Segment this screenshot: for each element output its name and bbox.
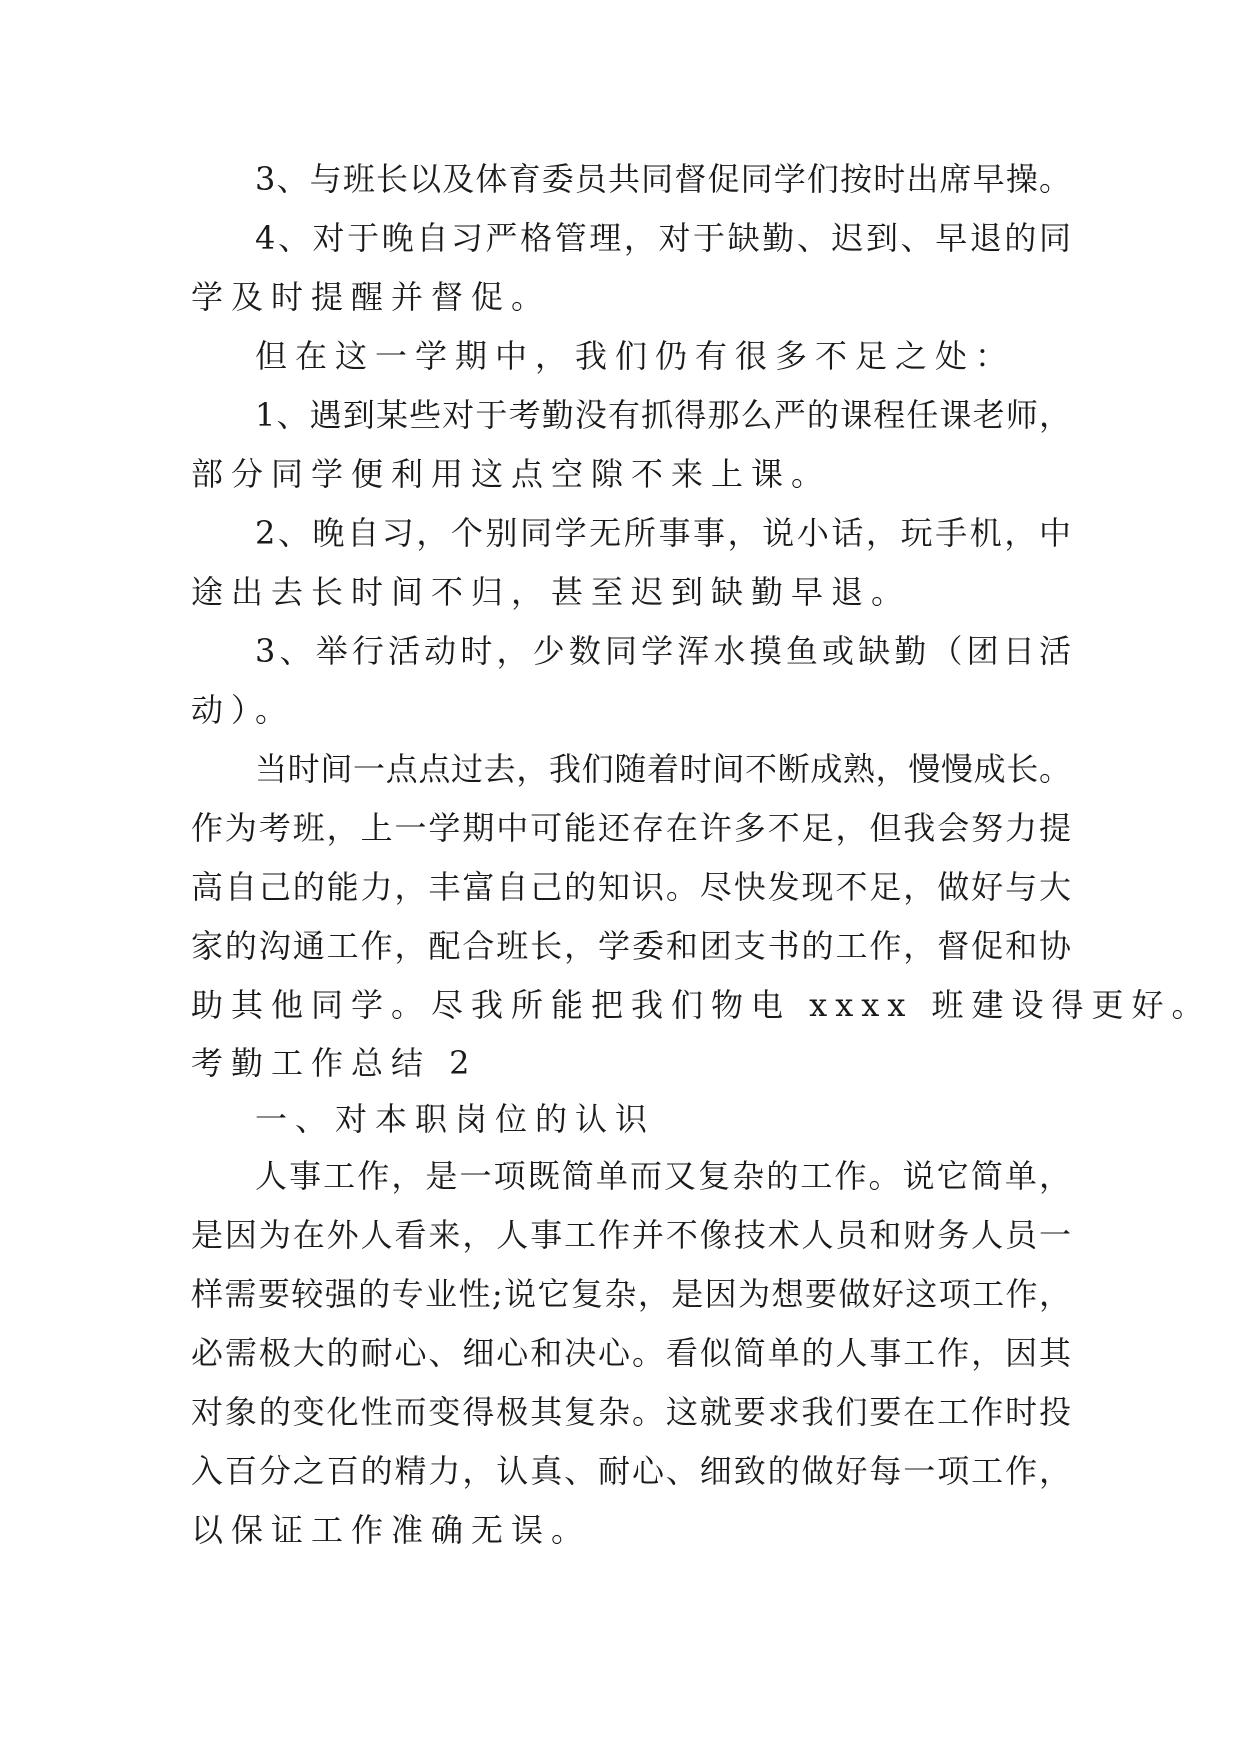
section-heading-text: 考勤工作总结 2 <box>191 1044 478 1082</box>
text-line <box>191 1383 1071 1442</box>
line-text: 当时间一点点过去，我们随着时间不断成熟，慢慢成长。 <box>255 750 1071 788</box>
text-line <box>191 150 1071 209</box>
line-text: 助其他同学。尽我所能把我们物电 xxxx 班建设得更好。 <box>191 986 1212 1024</box>
line-text: 但在这一学期中，我们仍有很多不足之处： <box>255 337 1016 375</box>
line-text: 1、遇到某些对于考勤没有抓得那么严的课程任课老师， <box>255 396 1071 434</box>
text-line <box>191 327 1071 386</box>
text-line <box>191 799 1071 858</box>
text-line <box>191 917 1071 976</box>
text-line <box>191 1501 1071 1560</box>
line-text: 必需极大的耐心、细心和决心。看似简单的人事工作，因其 <box>191 1334 1071 1372</box>
subsection-heading <box>191 1091 1071 1147</box>
line-text: 入百分之百的精力，认真、耐心、细致的做好每一项工作， <box>191 1452 1071 1490</box>
line-text: 动）。 <box>191 691 296 729</box>
text-line <box>191 858 1071 917</box>
line-text: 对象的变化性而变得极其复杂。这就要求我们要在工作时投 <box>191 1393 1071 1431</box>
text-line <box>191 740 1071 799</box>
line-text: 作为考班，上一学期中可能还存在许多不足，但我会努力提 <box>191 809 1071 847</box>
text-line <box>191 1147 1071 1206</box>
text-line <box>191 386 1071 445</box>
text-line <box>191 209 1071 268</box>
line-text: 3、与班长以及体育委员共同督促同学们按时出席早操。 <box>255 160 1071 198</box>
text-line <box>191 976 1212 1035</box>
text-line <box>191 1324 1071 1383</box>
text-line <box>191 622 1071 681</box>
section-heading <box>191 1035 1071 1091</box>
text-line <box>191 1206 1071 1265</box>
text-line <box>191 563 1071 622</box>
line-text: 2、晚自习，个别同学无所事事，说小话，玩手机，中 <box>255 514 1071 552</box>
text-line <box>191 445 1071 504</box>
line-text: 家的沟通工作，配合班长，学委和团支书的工作，督促和协 <box>191 927 1071 965</box>
text-line <box>191 1442 1071 1501</box>
line-text: 高自己的能力，丰富自己的知识。尽快发现不足，做好与大 <box>191 868 1071 906</box>
line-text: 以保证工作准确无误。 <box>191 1511 592 1549</box>
text-line <box>191 504 1071 563</box>
text-line <box>191 268 1071 327</box>
line-text: 4、对于晚自习严格管理，对于缺勤、迟到、早退的同 <box>255 219 1071 257</box>
line-text: 人事工作，是一项既简单而又复杂的工作。说它简单， <box>255 1157 1071 1195</box>
line-text: 是因为在外人看来，人事工作并不像技术人员和财务人员一 <box>191 1216 1071 1254</box>
document-body <box>191 150 1212 1560</box>
line-text: 学及时提醒并督促。 <box>191 278 552 316</box>
line-text: 样需要较强的专业性;说它复杂，是因为想要做好这项工作， <box>191 1275 1071 1313</box>
line-text: 3、举行活动时，少数同学浑水摸鱼或缺勤（团日活 <box>255 632 1071 670</box>
subsection-heading-text: 一、对本职岗位的认识 <box>255 1100 656 1138</box>
text-line <box>191 1265 1071 1324</box>
text-line <box>191 681 1071 740</box>
line-text: 部分同学便利用这点空隙不来上课。 <box>191 455 832 493</box>
line-text: 途出去长时间不归，甚至迟到缺勤早退。 <box>191 573 912 611</box>
